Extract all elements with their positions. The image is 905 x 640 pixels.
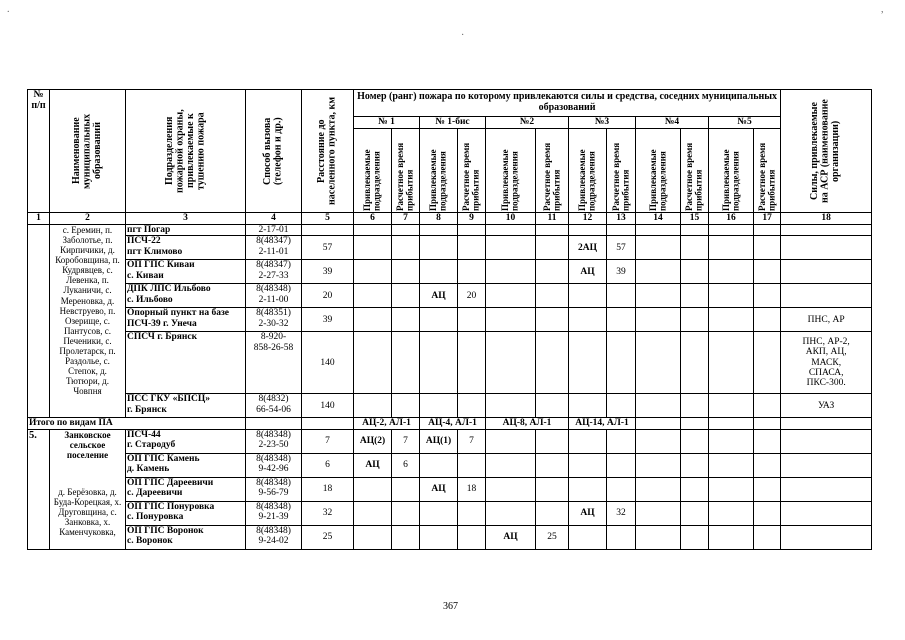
column-number: 17 [754, 213, 781, 225]
r5-time [754, 284, 781, 308]
r5-time [754, 501, 781, 525]
rank-2-header: №2 [486, 117, 569, 129]
r4-units [636, 332, 681, 394]
r5-time [754, 525, 781, 549]
r5-time [754, 236, 781, 260]
r2-units: АЦ [486, 525, 536, 549]
forces-cell [781, 477, 872, 501]
r4-time [681, 284, 709, 308]
col-call-text: Способ вызова (телефон и др.) [262, 117, 284, 185]
r3-time [607, 453, 636, 477]
r3-time [607, 284, 636, 308]
rank-5-header: №5 [709, 117, 781, 129]
r1-units [354, 477, 392, 501]
summary-r2: АЦ-8, АЛ-1 [486, 418, 569, 429]
r3-time [607, 429, 636, 453]
sub-time-text: Расчетное время прибытия [610, 142, 630, 211]
r1-time [392, 332, 420, 394]
settlements-cell: с. Еремин, п. Заболотье, п. Кирпичики, д. Коробовщина, п. Кудрявцев, с. Левенка, п. Луканичи, с. Мереновка, д. Невструево, п. Озерище, с. Пантусов, с. Печеники, с. Пролетарск, п. Раздолье, с. Степок, д. Тютюри, д. Човпня [50, 225, 126, 418]
r2-time [536, 236, 569, 260]
dist-cell: 140 [302, 332, 354, 394]
unit-cell: ОП ГПС Камень д. Камень [126, 453, 246, 477]
call-cell: 2-17-01 [246, 225, 302, 236]
corner-mark-left: . [7, 4, 10, 15]
dist-cell: 39 [302, 260, 354, 284]
sub-time-text: Расчетное время прибытия [395, 142, 415, 211]
unit-cell: ОП ГПС Дареевичи с. Дареевичи [126, 477, 246, 501]
r4-units [636, 501, 681, 525]
r3-time [607, 308, 636, 332]
r5-time [754, 429, 781, 453]
dist-cell: 25 [302, 525, 354, 549]
column-number: 14 [636, 213, 681, 225]
r3-units [569, 332, 607, 394]
settlements-list: д. Берёзовка, д. Буда-Корецкая, х. Друговщина, с. Занковка, х. Каменчуковка, [53, 486, 122, 538]
r3-time: 39 [607, 260, 636, 284]
table-row [28, 477, 872, 501]
r5-units [709, 394, 754, 418]
r1-units [354, 284, 392, 308]
column-number: 18 [781, 213, 872, 225]
sub-time-text: Расчетное время прибытия [756, 142, 777, 211]
table-cell [781, 418, 872, 429]
r1bis-time: 20 [458, 284, 486, 308]
r2-units [486, 453, 536, 477]
r3-units [569, 453, 607, 477]
r4-time [681, 525, 709, 549]
col-unit-text: Подразделения пожарной охраны, привлекаемые к тушению пожара [163, 109, 206, 193]
r4-units [636, 429, 681, 453]
r2-time [536, 225, 569, 236]
call-cell: 8(48347) 2-11-01 [246, 236, 302, 260]
r1-time [392, 284, 420, 308]
column-number: 2 [50, 213, 126, 225]
sub-time-text: Расчетное время прибытия [684, 142, 704, 211]
r2-time [536, 284, 569, 308]
r1bis-time [458, 332, 486, 394]
forces-cell [781, 429, 872, 453]
r2-units [486, 394, 536, 418]
column-number: 11 [536, 213, 569, 225]
forces-cell: УАЗ [781, 394, 872, 418]
r5-time [754, 394, 781, 418]
col-call-header [246, 90, 302, 213]
r1-units [354, 236, 392, 260]
rank-4-header: №4 [636, 117, 709, 129]
unit-cell: ПСЧ-44 г. Стародуб [126, 429, 246, 453]
table-row [28, 308, 872, 332]
col-name-header [50, 90, 126, 213]
table-cell [636, 418, 681, 429]
r1-time: 7 [392, 429, 420, 453]
r5-units [709, 525, 754, 549]
r1bis-time [458, 453, 486, 477]
r4-units [636, 225, 681, 236]
dist-cell [302, 225, 354, 236]
page-number: 367 [443, 601, 458, 612]
r1bis-time [458, 236, 486, 260]
r1bis-units [420, 525, 458, 549]
r3-units: АЦ [569, 501, 607, 525]
r4-units [636, 236, 681, 260]
column-number: 13 [607, 213, 636, 225]
r2-units [486, 284, 536, 308]
r2-time [536, 429, 569, 453]
r4-units [636, 394, 681, 418]
sub-units-text: Привлекаемые подразделения [362, 148, 382, 211]
r2-time [536, 260, 569, 284]
r1bis-time [458, 225, 486, 236]
r2-units [486, 429, 536, 453]
dist-cell: 39 [302, 308, 354, 332]
r5-time [754, 477, 781, 501]
r3-time [607, 332, 636, 394]
top-mark: · [461, 30, 465, 41]
r3-units [569, 525, 607, 549]
table-row [28, 260, 872, 284]
r4-units [636, 477, 681, 501]
r4-units [636, 525, 681, 549]
summary-r1: АЦ-2, АЛ-1 [354, 418, 420, 429]
table-row [28, 236, 872, 260]
r5-units [709, 477, 754, 501]
column-number-row [28, 213, 872, 225]
r5-time [754, 225, 781, 236]
r5-units [709, 453, 754, 477]
summary-r1bis: АЦ-4, АЛ-1 [420, 418, 486, 429]
r3-units: 2АЦ [569, 236, 607, 260]
col-num-header: № п/п [28, 90, 50, 213]
r5-units [709, 284, 754, 308]
r5-time [754, 308, 781, 332]
col-unit-header [126, 90, 246, 213]
r1bis-units [420, 260, 458, 284]
dist-cell: 6 [302, 453, 354, 477]
r1bis-units [420, 394, 458, 418]
r2-time [536, 501, 569, 525]
r1-units [354, 260, 392, 284]
call-cell: 8(4832) 66-54-06 [246, 394, 302, 418]
r4-units [636, 284, 681, 308]
sub-time-text: Расчетное время прибытия [541, 142, 561, 211]
summary-label: Итого по видам ПА [28, 418, 246, 429]
call-cell: 8(48351) 2-30-32 [246, 308, 302, 332]
table-cell [246, 418, 302, 429]
unit-cell: Опорный пункт на базе ПСЧ-39 г. Унеча [126, 308, 246, 332]
table-row [28, 284, 872, 308]
r1-units [354, 308, 392, 332]
r5-units [709, 501, 754, 525]
sub-units-text: Привлекаемые подразделения [428, 148, 448, 211]
table-row [28, 525, 872, 549]
r1bis-units [420, 332, 458, 394]
call-cell: 8-920- 858-26-58 [246, 332, 302, 394]
r4-time [681, 260, 709, 284]
r1-time [392, 236, 420, 260]
r2-units [486, 308, 536, 332]
call-cell: 8(48348) 9-56-79 [246, 477, 302, 501]
r1bis-time: 18 [458, 477, 486, 501]
dist-cell: 20 [302, 284, 354, 308]
r4-units [636, 453, 681, 477]
col-dist-text: Расстояние до населенного пункта, км [316, 96, 338, 206]
sub-units-text: Привлекаемые подразделения [577, 148, 597, 211]
sub-units-text: Привлекаемые подразделения [500, 148, 520, 211]
sub-units-text: Привлекаемые подразделения [720, 148, 740, 211]
r1bis-time [458, 501, 486, 525]
r1-units [354, 501, 392, 525]
r1-units [354, 225, 392, 236]
r1bis-units: АЦ [420, 284, 458, 308]
r3-time: 32 [607, 501, 636, 525]
r5-units [709, 332, 754, 394]
unit-cell: ОП ГПС Киваи с. Киваи [126, 260, 246, 284]
r1-time [392, 525, 420, 549]
sub-units-header [709, 129, 754, 213]
r2-units [486, 236, 536, 260]
r4-time [681, 453, 709, 477]
r4-time [681, 236, 709, 260]
r2-units [486, 477, 536, 501]
sub-time-header [754, 129, 781, 213]
table-cell [754, 418, 781, 429]
forces-cell [781, 236, 872, 260]
r1bis-units [420, 236, 458, 260]
r1bis-time [458, 308, 486, 332]
col-name-text: Наименование муниципальных образований [70, 113, 103, 189]
r2-time [536, 477, 569, 501]
r3-time [607, 394, 636, 418]
column-number: 3 [126, 213, 246, 225]
r3-time [607, 477, 636, 501]
summary-row [28, 418, 872, 429]
forces-cell [781, 260, 872, 284]
rank-header: Номер (ранг) пожара по которому привлекаются силы и средства, соседних муниципальных образований [354, 90, 781, 117]
sub-time-header [681, 129, 709, 213]
forces-cell [781, 225, 872, 236]
forces-cell [781, 453, 872, 477]
table-row [28, 453, 872, 477]
dist-cell: 140 [302, 394, 354, 418]
r5-units [709, 225, 754, 236]
sub-units-header [354, 129, 392, 213]
table-cell [302, 418, 354, 429]
dist-cell: 7 [302, 429, 354, 453]
r4-time [681, 429, 709, 453]
r4-time [681, 332, 709, 394]
r2-time [536, 308, 569, 332]
forces-cell: ПНС, АР-2, АКП, АЦ, МАСК, СПАСА, ПКС-300. [781, 332, 872, 394]
r1-time [392, 477, 420, 501]
column-number: 1 [28, 213, 50, 225]
r1-units: АЦ [354, 453, 392, 477]
column-number: 15 [681, 213, 709, 225]
col-forces-header [781, 90, 872, 213]
r3-units [569, 429, 607, 453]
num-cell: 5. [28, 429, 50, 549]
r4-units [636, 260, 681, 284]
r1-units [354, 525, 392, 549]
r1bis-units [420, 225, 458, 236]
r3-time [607, 225, 636, 236]
r1bis-units [420, 501, 458, 525]
call-cell: 8(48348) 9-42-96 [246, 453, 302, 477]
fire-resources-table [27, 89, 872, 550]
r1bis-time [458, 260, 486, 284]
sub-time-header [458, 129, 486, 213]
sub-time-header [392, 129, 420, 213]
dist-cell: 32 [302, 501, 354, 525]
sub-time-header [607, 129, 636, 213]
column-number: 16 [709, 213, 754, 225]
r1-time: 6 [392, 453, 420, 477]
r4-time [681, 477, 709, 501]
r5-units [709, 308, 754, 332]
r1-units [354, 394, 392, 418]
column-number: 5 [302, 213, 354, 225]
r1bis-units [420, 308, 458, 332]
call-cell: 8(48348) 9-24-02 [246, 525, 302, 549]
r5-time [754, 332, 781, 394]
r1-time [392, 225, 420, 236]
r2-units [486, 260, 536, 284]
rank-1bis-header: № 1-бис [420, 117, 486, 129]
sub-units-header [569, 129, 607, 213]
r5-time [754, 260, 781, 284]
r3-units [569, 225, 607, 236]
forces-cell [781, 525, 872, 549]
num-cell [28, 225, 50, 418]
r3-units [569, 394, 607, 418]
r5-time [754, 453, 781, 477]
call-cell: 8(48348) 2-11-00 [246, 284, 302, 308]
call-cell: 8(48347) 2-27-33 [246, 260, 302, 284]
unit-cell: ОП ГПС Понуровка с. Понуровка [126, 501, 246, 525]
r1bis-units: АЦ [420, 477, 458, 501]
table-row [28, 501, 872, 525]
dist-cell: 57 [302, 236, 354, 260]
column-number: 7 [392, 213, 420, 225]
summary-r3: АЦ-14, АЛ-1 [569, 418, 636, 429]
settlements-cell [50, 429, 126, 549]
municipality-title: Занковское сельское поселение [64, 429, 111, 460]
column-number: 6 [354, 213, 392, 225]
unit-cell: ДПК ЛПС Ильбово с. Ильбово [126, 284, 246, 308]
sub-units-text: Привлекаемые подразделения [647, 148, 667, 211]
r2-time: 25 [536, 525, 569, 549]
forces-cell [781, 284, 872, 308]
r1bis-units [420, 453, 458, 477]
table-row [28, 429, 872, 453]
call-cell: 8(48348) 9-21-39 [246, 501, 302, 525]
r3-units: АЦ [569, 260, 607, 284]
table-row [28, 332, 872, 394]
sub-units-header [636, 129, 681, 213]
r1bis-time: 7 [458, 429, 486, 453]
r3-time [607, 525, 636, 549]
table-row [28, 225, 872, 236]
r2-units [486, 501, 536, 525]
r1-time [392, 260, 420, 284]
r2-time [536, 453, 569, 477]
column-number: 9 [458, 213, 486, 225]
r5-units [709, 429, 754, 453]
column-number: 8 [420, 213, 458, 225]
r3-time: 57 [607, 236, 636, 260]
r2-time [536, 394, 569, 418]
r3-units [569, 284, 607, 308]
r1-time [392, 501, 420, 525]
r1bis-units: АЦ(1) [420, 429, 458, 453]
rank-3-header: №3 [569, 117, 636, 129]
column-number: 4 [246, 213, 302, 225]
col-forces-text: Силы, привлекаемые на АСР (наименование организации) [809, 99, 842, 203]
r3-units [569, 477, 607, 501]
table-cell [681, 418, 709, 429]
corner-mark-right: , [881, 4, 884, 15]
r1-units: АЦ(2) [354, 429, 392, 453]
call-cell: 8(48348) 2-23-50 [246, 429, 302, 453]
r3-units [569, 308, 607, 332]
r4-time [681, 308, 709, 332]
table-cell [709, 418, 754, 429]
forces-cell: ПНС, АР [781, 308, 872, 332]
r1bis-time [458, 525, 486, 549]
unit-cell: СПСЧ г. Брянск [126, 332, 246, 394]
column-number: 12 [569, 213, 607, 225]
sub-time-text: Расчетное время прибытия [461, 142, 481, 211]
r4-time [681, 501, 709, 525]
table-row [28, 394, 872, 418]
sub-units-header [486, 129, 536, 213]
r1-units [354, 332, 392, 394]
r2-time [536, 332, 569, 394]
unit-cell: ПСЧ-22 пгт Климово [126, 236, 246, 260]
forces-cell [781, 501, 872, 525]
sub-time-header [536, 129, 569, 213]
column-number: 10 [486, 213, 536, 225]
dist-cell: 18 [302, 477, 354, 501]
unit-cell: пгт Погар [126, 225, 246, 236]
r5-units [709, 260, 754, 284]
r2-units [486, 225, 536, 236]
r1-time [392, 308, 420, 332]
r1bis-time [458, 394, 486, 418]
unit-cell: ПСС ГКУ «БПСЦ» г. Брянск [126, 394, 246, 418]
col-dist-header [302, 90, 354, 213]
r5-units [709, 236, 754, 260]
r4-time [681, 225, 709, 236]
rank-1-header: № 1 [354, 117, 420, 129]
unit-cell: ОП ГПС Воронок с. Воронок [126, 525, 246, 549]
r1-time [392, 394, 420, 418]
r2-units [486, 332, 536, 394]
r4-units [636, 308, 681, 332]
sub-units-header [420, 129, 458, 213]
r4-time [681, 394, 709, 418]
